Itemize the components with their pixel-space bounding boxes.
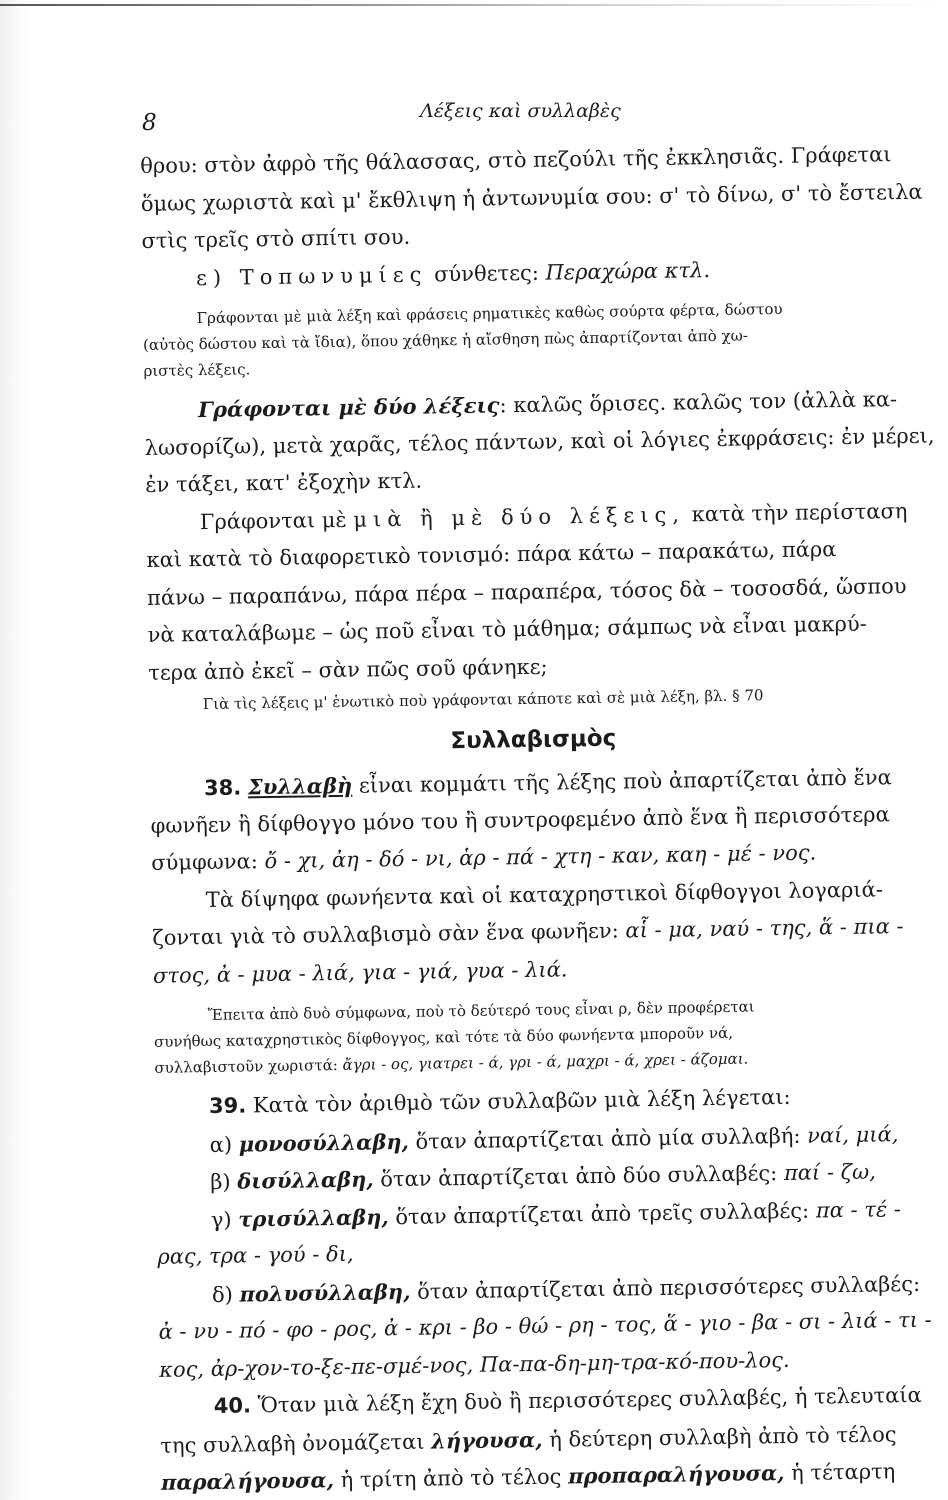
text-span: : καλῶς ὅρισες. καλῶς τον (ἀλλὰ κα- bbox=[499, 387, 898, 418]
text-span: ἡ τρίτη ἀπὸ τὸ τέλος bbox=[340, 1464, 562, 1493]
text-span: εἶναι κομμάτι τῆς λέξης ποὺ ἀπαρτίζεται ἀπὸ ἕνα bbox=[358, 765, 892, 798]
text-span: πάνω – παραπάνω, πάρα πέρα – παραπέρα, τόσος δὰ – τοσοσδά, ὥσπου bbox=[146, 573, 907, 610]
text-span: ὅμως χωριστὰ καὶ μ' ἔκθλιψη ἡ ἀντωνυμία σου: σ' τὸ δίνω, σ' τὸ ἔστειλα bbox=[140, 179, 923, 216]
defined-term: λήγουσα, bbox=[430, 1426, 543, 1454]
page-number: 8 bbox=[142, 110, 158, 136]
item-label: γ) bbox=[210, 1207, 232, 1232]
text-span: της συλλαβὴ ὀνομάζεται bbox=[160, 1429, 425, 1458]
example-text: ναί, μιά, bbox=[806, 1121, 899, 1148]
item-label: β) bbox=[210, 1169, 231, 1195]
text-span: ὅταν ἀπαρτίζεται ἀπὸ τρεῖς συλλαβές: bbox=[395, 1198, 810, 1229]
text-span: ζονται γιὰ τὸ συλλαβισμὸ σὰν ἕνα φωνῆεν: bbox=[152, 918, 619, 950]
example-text: κος, ἀρ-χον-το-ξε-πε-σμέ-νος, Πα-πα-δη-μη-τρα-κό-που-λος. bbox=[158, 1347, 790, 1382]
text-span: Γράφονται μὲ μιὰ λέξη καὶ φράσεις ρηματικὲς καθὼς σούρτα φέρτα, δώστου bbox=[196, 299, 783, 328]
text-span: ἐν τάξει, κατ' ἐξοχὴν κτλ. bbox=[145, 468, 423, 497]
paragraph-number: 39. bbox=[208, 1093, 247, 1119]
text-span: Γιὰ τὶς λέξεις μ' ἑνωτικὸ ποὺ γράφονται κάποτε καὶ σὲ μιὰ λέξη, βλ. § 70 bbox=[202, 686, 764, 714]
example-text: Περαχώρα κτλ. bbox=[545, 257, 711, 285]
text-span: θρου: στὸν ἀφρὸ τῆς θάλασσας, στὸ πεζούλι τῆς ἐκκλησιᾶς. Γράφεται bbox=[140, 142, 892, 178]
example-text: ὄ - χι, ἀη - δό - νι, ἁρ - πά - χτη - καν, καη - μέ - νος. bbox=[264, 840, 817, 874]
text-span: συλλαβιστοῦν χωριστά: bbox=[154, 1056, 338, 1077]
example-text: παί - ζω, bbox=[783, 1159, 876, 1186]
text-span: τερα ἀπὸ ἐκεῖ – σὰν πῶς σοῦ φάνηκε; bbox=[148, 654, 548, 685]
example-text: ἀ - νυ - πό - φο - ρος, ἀ - κρι - βο - θώ - ρη - τος, ἅ - γιο - βα - σι - λιά - τι - bbox=[158, 1307, 932, 1344]
item-label: α) bbox=[209, 1132, 233, 1157]
example-text: αἷ - μα, ναύ - της, ἅ - πια - bbox=[625, 914, 904, 943]
item-label: ε) Τοπωνυμίες bbox=[195, 262, 428, 290]
example-text: πα - τέ - bbox=[815, 1196, 902, 1223]
scan-edge-line bbox=[0, 4, 948, 6]
paragraph-number: 40. bbox=[213, 1393, 252, 1418]
text-span: Τὰ δίψηφα φωνήεντα καὶ οἱ καταχρηστικοὶ δίφθογγοι λογαριά- bbox=[205, 876, 884, 912]
defined-term: δισύλλαβη, bbox=[237, 1166, 374, 1194]
text-span: ριστὲς λέξεις. bbox=[143, 360, 251, 380]
example-text: ἄγρι - ος, γιατρει - ά, γρι - ά, μαχρι - ά, χρει - άζομαι. bbox=[342, 1049, 749, 1074]
text-span: (αὐτὸς δώστου καὶ τὰ ἴδια), ὅπου χάθηκε ἡ αἴσθηση πὼς ἀπαρτίζονται ἀπὸ χω- bbox=[142, 326, 749, 354]
text-span: φωνῆεν ἢ δίφθογγο μόνο του ἢ συντροφεμένο ἀπὸ ἕνα ἢ περισσότερα bbox=[150, 801, 890, 838]
text-span: κατὰ τὴν περίσταση bbox=[691, 498, 908, 526]
example-text: ρας, τρα - γού - δι, bbox=[157, 1241, 354, 1269]
text-span: ἡ τέταρτη bbox=[790, 1459, 896, 1485]
defined-term: μονοσύλλαβη, bbox=[238, 1128, 410, 1157]
body-text bbox=[140, 136, 935, 1500]
defined-term: Συλλαβὴ bbox=[247, 772, 353, 800]
text-span: σύνθετες: bbox=[433, 260, 540, 286]
text-span: στὶς τρεῖς στὸ σπίτι σου. bbox=[141, 224, 411, 253]
text-span: ὅταν ἀπαρτίζεται ἀπὸ περισσότερες συλλαβές: bbox=[416, 1271, 921, 1304]
spaced-term: μιὰ ἢ μὲ δύο λέξεις, bbox=[353, 501, 686, 532]
text-span: λωσορίζω), μετὰ χαρᾶς, τέλος πάντων, καὶ οἱ λόγιες ἐκφράσεις: ἐν μέρει, bbox=[144, 423, 935, 460]
running-head: Λέξεις καὶ συλλαβὲς bbox=[420, 100, 621, 122]
defined-term: προπαραλήγουσα, bbox=[567, 1460, 785, 1489]
section-heading: Συλλαβισμὸς bbox=[450, 725, 617, 755]
text-span: σύμφωνα: bbox=[151, 849, 259, 875]
defined-term: τρισύλλαβη, bbox=[238, 1203, 389, 1232]
text-span: συνήθως καταχρηστικὸς δίφθογγος, καὶ τότε τὰ δύο φωνήεντα μποροῦν νά, bbox=[153, 1023, 734, 1051]
example-text: στος, ἀ - μυα - λιά, για - γιά, γυα - λιά. bbox=[152, 956, 568, 988]
text-span: Ὅταν μιὰ λέξη ἔχη δυὸ ἢ περισσότερες συλλαβές, ἡ τελευταία bbox=[257, 1382, 922, 1418]
text-span: ἡ δεύτερη συλλαβὴ ἀπὸ τὸ τέλος bbox=[549, 1421, 897, 1452]
text-span: ὅταν ἀπαρτίζεται ἀπὸ δύο συλλαβές: bbox=[380, 1161, 778, 1192]
paragraph-number: 38. bbox=[203, 775, 242, 801]
defined-term: παραλήγουσα, bbox=[160, 1467, 335, 1495]
item-label: δ) bbox=[211, 1282, 234, 1307]
text-span: Ἔπειτα ἀπὸ δυὸ σύμφωνα, ποὺ τὸ δεύτερό τους εἶναι ρ, δὲν προφέρεται bbox=[207, 997, 755, 1025]
text-span: ὅταν ἀπαρτίζεται ἀπὸ μία συλλαβή: bbox=[415, 1123, 801, 1154]
text-span: Γράφονται μὲ bbox=[199, 507, 347, 534]
text-span: Κατὰ τὸν ἀριθμὸ τῶν συλλαβῶν μιὰ λέξη λέγεται: bbox=[252, 1084, 791, 1118]
text-span: νὰ καταλάβωμε – ὡς ποῦ εἶναι τὸ μάθημα; σάμπως νὰ εἶναι μακρύ- bbox=[147, 611, 867, 647]
text-span: καὶ κατὰ τὸ διαφορετικὸ τονισμό: πάρα κάτω – παρακάτω, πάρα bbox=[146, 537, 837, 572]
defined-term: πολυσύλλαβη, bbox=[239, 1278, 411, 1307]
bold-term: Γράφονται μὲ δύο λέξεις bbox=[197, 392, 500, 423]
